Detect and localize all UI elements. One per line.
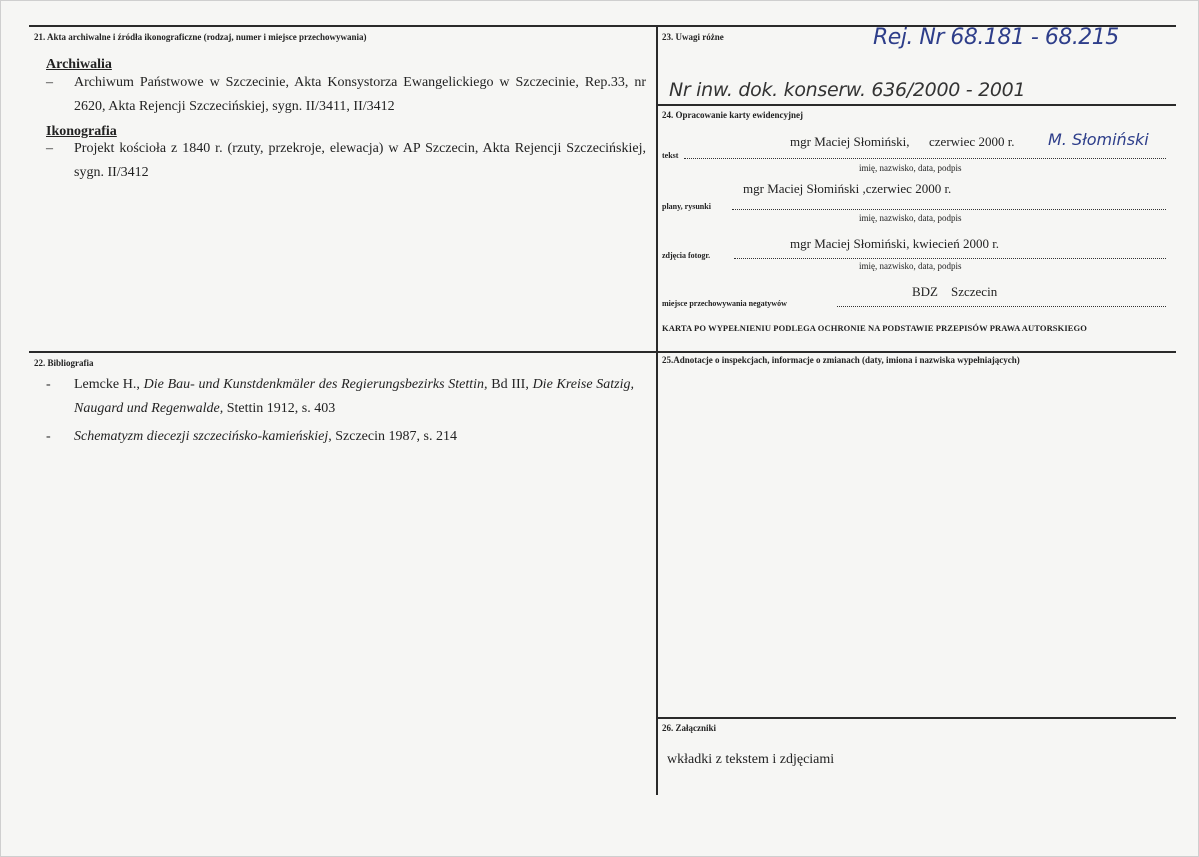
plany-caption: imię, nazwisko, data, podpis [859, 213, 962, 223]
ikonografia-dash: – [46, 141, 53, 156]
bibliography-text [74, 373, 634, 421]
bib1-author: Lemcke H., [74, 377, 144, 392]
archiwalia-heading: Archiwalia [46, 57, 112, 72]
bib1-place: Stettin 1912, s. 403 [223, 401, 336, 416]
sec26-label: 26. Załączniki [662, 723, 717, 733]
bib1-subtitle: Die Kreise Satzig, Naugard und Regenwalde, [74, 377, 634, 416]
plany-line [732, 209, 1166, 210]
archiwalia-entry [46, 71, 646, 119]
bibliography-dash: - [46, 429, 51, 444]
inventory-number-handwritten: Nr inw. dok. konserw. 636/2000 - 2001 [669, 79, 1026, 101]
center-divider [656, 25, 658, 795]
zdjecia-line [734, 258, 1166, 259]
sec22-label: 22. Bibliografia [34, 358, 94, 368]
bib2-place: , Szczecin 1987, s. 214 [328, 429, 457, 444]
bib1-volume: Bd III, [487, 377, 533, 392]
zdjecia-caption: imię, nazwisko, data, podpis [859, 261, 962, 271]
copyright-note: KARTA PO WYPEŁNIENIU PODLEGA OCHRONIE NA PODSTAWIE PRZEPISÓW PRAWA AUTORSKIEGO [662, 323, 1087, 333]
tekst-value: mgr Maciej Słomiński, czerwiec 2000 r. [790, 134, 1015, 149]
miejsce-value: BDZ Szczecin [912, 284, 998, 299]
tekst-label: tekst [662, 151, 679, 160]
bib2-title: Schematyzm diecezji szczecińsko-kamieńskiej [74, 429, 329, 444]
plany-label: plany, rysunki [662, 202, 711, 211]
sec23-label: 23. Uwagi różne [662, 32, 724, 42]
plany-value: mgr Maciej Słomiński ,czerwiec 2000 r. [743, 181, 952, 196]
zdjecia-value: mgr Maciej Słomiński, kwiecień 2000 r. [790, 236, 1000, 251]
archiwalia-dash: – [46, 75, 53, 90]
sec24-label: 24. Opracowanie karty ewidencyjnej [662, 110, 803, 120]
miejsce-line [837, 306, 1166, 307]
bibliography-item-2 [46, 425, 634, 449]
ikonografia-heading: Ikonografia [46, 124, 117, 139]
sec21-label: 21. Akta archiwalne i źródła ikonograficzne (rodzaj, numer i miejsce przechowywania) [34, 32, 367, 42]
bibliography-dash: - [46, 377, 51, 392]
ikonografia-entry [46, 137, 646, 185]
bib1-title: Die Bau- und Kunstdenkmäler des Regierungsbezirks Stettin, [143, 377, 488, 392]
attachments-text: wkładki z tekstem i zdjęciami [667, 752, 835, 767]
miejsce-label: miejsce przechowywania negatywów [662, 299, 787, 308]
zdjecia-label: zdjęcia fotogr. [662, 251, 711, 260]
sec25-label: 25.Adnotacje o inspekcjach, informacje o zmianach (daty, imiona i nazwiska wypełniających) [662, 355, 1020, 365]
sec26-top-rule [658, 717, 1176, 719]
middle-rule [29, 351, 1176, 353]
ikonografia-text: Projekt kościoła z 1840 r. (rzuty, przekroje, elewacja) w AP Szczecin, Akta Rejencji Szczecińskiej, sygn. II/3412 [74, 141, 646, 180]
tekst-line [684, 158, 1166, 159]
author-signature: M. Słomiński [1048, 130, 1149, 149]
registry-number-handwritten: Rej. Nr 68.181 - 68.215 [873, 25, 1119, 50]
tekst-caption: imię, nazwisko, data, podpis [859, 163, 962, 173]
archiwalia-text: Archiwum Państwowe w Szczecinie, Akta Konsystorza Ewangelickiego w Szczecinie, Rep.33, nr 2620, Akta Rejencji Szczecińskiej, sygn. II/3411, II/3412 [74, 75, 646, 114]
bibliography-item-1 [46, 373, 634, 421]
sec23-bottom-rule [658, 104, 1176, 106]
